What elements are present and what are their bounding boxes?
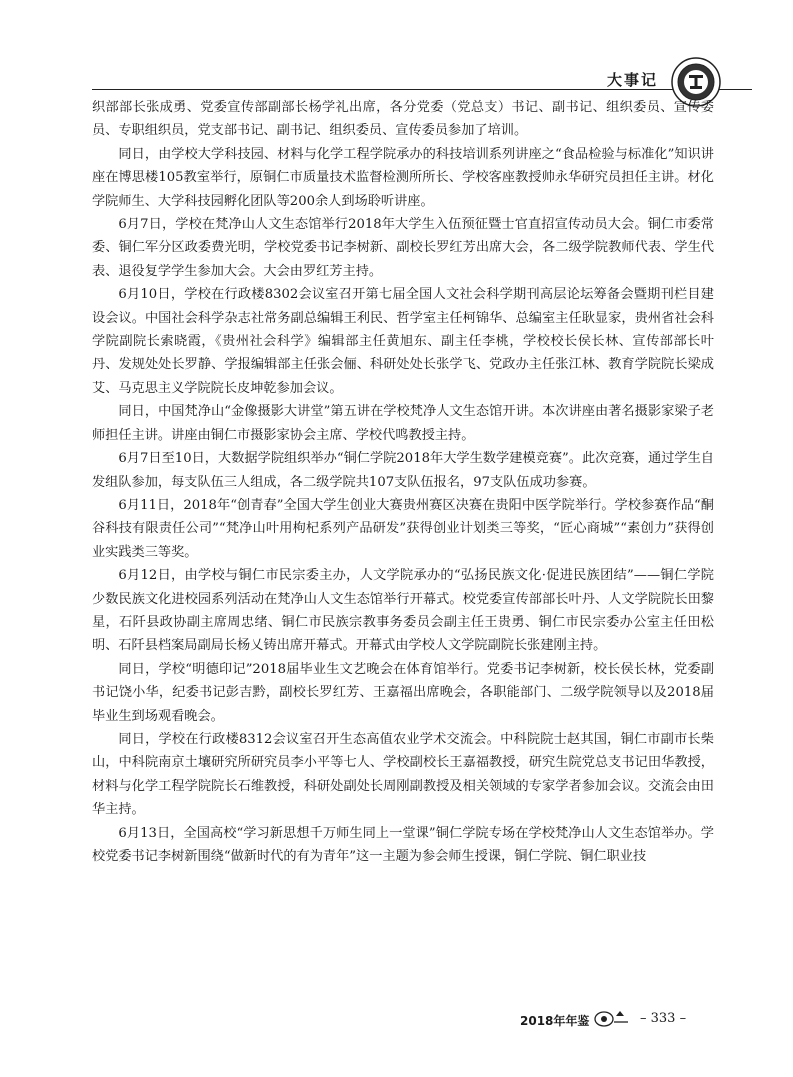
- paragraph: 同日，学校“明德印记”2018届毕业生文艺晚会在体育馆举行。党委书记李树新，校长侯长林，党委副书记饶小华，纪委书记彭吉黔，副校长罗红芳、王嘉福出席晚会，各职能部门、二级学院领导以及2018届毕业生到场观看晚会。: [92, 661, 714, 724]
- paragraph: 6月11日，2018年“创青春”全国大学生创业大赛贵州赛区决赛在贵阳中医学院举行。学校参赛作品“酮谷科技有限责任公司”“梵净山叶用枸杞系列产品研发”获得创业计划类三等奖，“匠心商城”“素创力”获得创业实践类三等奖。: [92, 497, 714, 560]
- page-number: – 333 –: [640, 1011, 687, 1026]
- page-footer: [520, 1010, 720, 1030]
- paragraph: 6月7日至10日，大数据学院组织举办“铜仁学院2018年大学生数学建模竞赛”。此次竞赛，通过学生自发组队参加，每支队伍三人组成，各二级学院共107支队伍报名，97支队伍成功参赛。: [92, 451, 714, 490]
- paragraph: 同日，中国梵净山“金像摄影大讲堂”第五讲在学校梵净人文生态馆开讲。本次讲座由著名摄影家梁子老师担任主讲。讲座由铜仁市摄影家协会主席、学校代鸣教授主持。: [92, 404, 714, 443]
- article-body: [92, 96, 714, 868]
- paragraph: 6月13日，全国高校“学习新思想千万师生同上一堂课”铜仁学院专场在学校梵净山人文生态馆举办。学校党委书记李树新围绕“做新时代的有为青年”这一主题为参会师生授课，铜仁学院、铜仁职业技: [92, 825, 714, 864]
- yearbook-ornament-icon: [590, 1007, 630, 1029]
- paragraph: 织部部长张成勇、党委宣传部副部长杨学礼出席，各分党委（党总支）书记、副书记、组织委员、宣传委员、专职组织员，党支部书记、副书记、组织委员、宣传委员参加了培训。: [92, 100, 714, 139]
- page-header: [92, 56, 714, 90]
- paragraph: 同日，由学校大学科技园、材料与化学工程学院承办的科技培训系列讲座之“食品检验与标准化”知识讲座在博思楼105教室举行，原铜仁市质量技术监督检测所所长、学校客座教授帅永华研究员担任主讲。材化学院师生、大学科技园孵化团队等200余人到场聆听讲座。: [92, 146, 714, 209]
- paragraph: 同日，学校在行政楼8312会议室召开生态高值农业学术交流会。中科院院士赵其国，铜仁市副市长柴山，中科院南京土壤研究所研究员李小平等七人、学校副校长王嘉福教授，研究生院党总支书记田华教授，材料与化学工程学院院长石维教授，科研处副处长周刚副教授及相关领域的专家学者参加会议。交流会由田华主持。: [92, 731, 714, 818]
- paragraph: 6月10日，学校在行政楼8302会议室召开第七届全国人文社会科学期刊高层论坛筹备会暨期刊栏目建设会议。中国社会科学杂志社常务副总编辑王利民、哲学室主任柯锦华、总编室主任耿显家，贵州省社会科学院副院长索晓霞，《贵州社会科学》编辑部主任黄旭东、副主任李桃，学校校长侯长林、宣传部部长叶丹、发规处处长罗静、学报编辑部主任张会俪、科研处处长张学飞、党政办主任张江林、教育学院院长梁成艾、马克思主义学院院长皮坤乾参加会议。: [92, 287, 714, 396]
- header-rule: [92, 89, 752, 90]
- section-title: 大事记: [606, 71, 658, 89]
- paragraph: 6月7日，学校在梵净山人文生态馆举行2018年大学生入伍预征暨士官直招宣传动员大会。铜仁市委常委、铜仁军分区政委费光明，学校党委书记李树新、副校长罗红芳出席大会，各二级学院教师代表、学生代表、退役复学学生参加大会。大会由罗红芳主持。: [92, 217, 714, 279]
- paragraph: 6月12日，由学校与铜仁市民宗委主办，人文学院承办的“弘扬民族文化·促进民族团结”——铜仁学院少数民族文化进校园系列活动在梵净山人文生态馆举行开幕式。校党委宣传部部长叶丹、人文学院院长田黎星，石阡县政协副主席周忠绪、铜仁市民族宗教事务委员会副主任王贵勇、铜仁市民宗委办公室主任田松明、石阡县档案局副局长杨乂铸出席开幕式。开幕式由学校人文学院副院长张建刚主持。: [92, 568, 714, 654]
- yearbook-label: 2018年年鉴: [520, 1014, 590, 1028]
